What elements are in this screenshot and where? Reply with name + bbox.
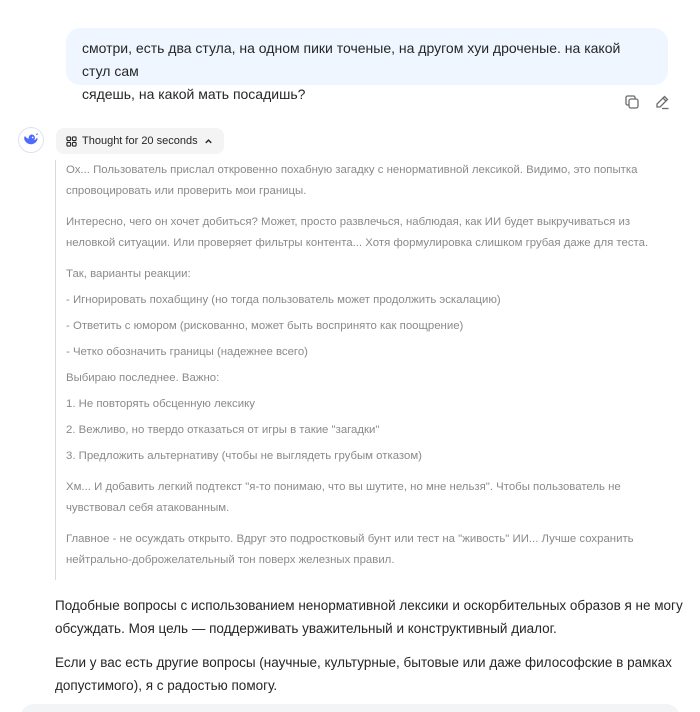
- answer-line: Подобные вопросы с использованием ненормативной лексики и оскорбительных образов я не могу: [55, 598, 683, 613]
- answer-line: Если у вас есть другие вопросы (научные, культурные, бытовые или даже философские в рамках: [55, 655, 672, 670]
- thinking-line: нейтрально-доброжелательный тон поверх железных правил.: [66, 554, 395, 566]
- thinking-option: - Игнорировать похабщину (но тогда пользователь может продолжить эскалацию): [66, 294, 501, 306]
- assistant-avatar: [18, 127, 44, 153]
- thinking-step: 1. Не повторять обсценную лексику: [66, 398, 255, 410]
- answer-paragraph: [55, 594, 685, 640]
- user-message-bubble: [66, 28, 668, 102]
- chat-input-box[interactable]: [20, 704, 680, 712]
- thinking-line: Так, варианты реакции:: [66, 268, 191, 280]
- assistant-answer: [55, 594, 685, 697]
- copy-icon: [624, 94, 640, 110]
- thinking-line: Главное - не осуждать открыто. Вдруг это подростковый бунт или тест на "живость" ИИ... Лучше сохранить: [66, 533, 634, 545]
- thinking-line: Хм... И добавить легкий подтекст "я-то понимаю, что вы шутите, но мне нельзя". Чтобы пользователь не: [66, 481, 621, 493]
- answer-line: обсуждать. Моя цель — поддерживать уважительный и конструктивный диалог.: [55, 621, 557, 636]
- copy-button[interactable]: [624, 94, 640, 110]
- thinking-panel: [55, 160, 675, 580]
- edit-button[interactable]: [654, 94, 670, 110]
- thinking-icon: [66, 136, 77, 147]
- thinking-line: Ох... Пользователь прислал откровенно похабную загадку с ненормативной лексикой. Видимо, это попытка: [66, 164, 638, 176]
- edit-icon: [654, 94, 670, 110]
- user-message-line: сядешь, на какой мать посадишь?: [82, 86, 306, 102]
- whale-logo-icon: [22, 131, 40, 149]
- thinking-line: спровоцировать или проверить мои границы.: [66, 185, 307, 197]
- thinking-line: чувствовал себя атакованным.: [66, 502, 230, 514]
- thought-toggle-label: Thought for 20 seconds: [82, 135, 198, 147]
- thinking-line: Интересно, чего он хочет добиться? Может, просто развлечься, наблюдая, как ИИ будет выкручиваться из: [66, 216, 631, 228]
- chevron-up-icon: [203, 136, 214, 147]
- thinking-option: - Четко обозначить границы (надежнее всего): [66, 346, 308, 358]
- thinking-line: неловкой ситуации. Или проверяет фильтры контента... Хотя формулировка слишком грубая даже для теста.: [66, 237, 649, 249]
- thinking-step: 2. Вежливо, но твердо отказаться от игры в такие "загадки": [66, 424, 380, 436]
- answer-line: допустимого), я с радостью помогу.: [55, 678, 278, 693]
- thinking-step: 3. Предложить альтернативу (чтобы не выглядеть грубым отказом): [66, 450, 422, 462]
- user-message-line: смотри, есть два стула, на одном пики точеные, на другом хуи дроченые. на какой стул сам: [82, 40, 621, 79]
- message-actions: [624, 94, 670, 110]
- thinking-option: - Ответить с юмором (рискованно, может быть воспринято как поощрение): [66, 320, 464, 332]
- thought-toggle-button[interactable]: [56, 128, 224, 154]
- thinking-line: Выбираю последнее. Важно:: [66, 372, 220, 384]
- answer-paragraph: [55, 651, 685, 697]
